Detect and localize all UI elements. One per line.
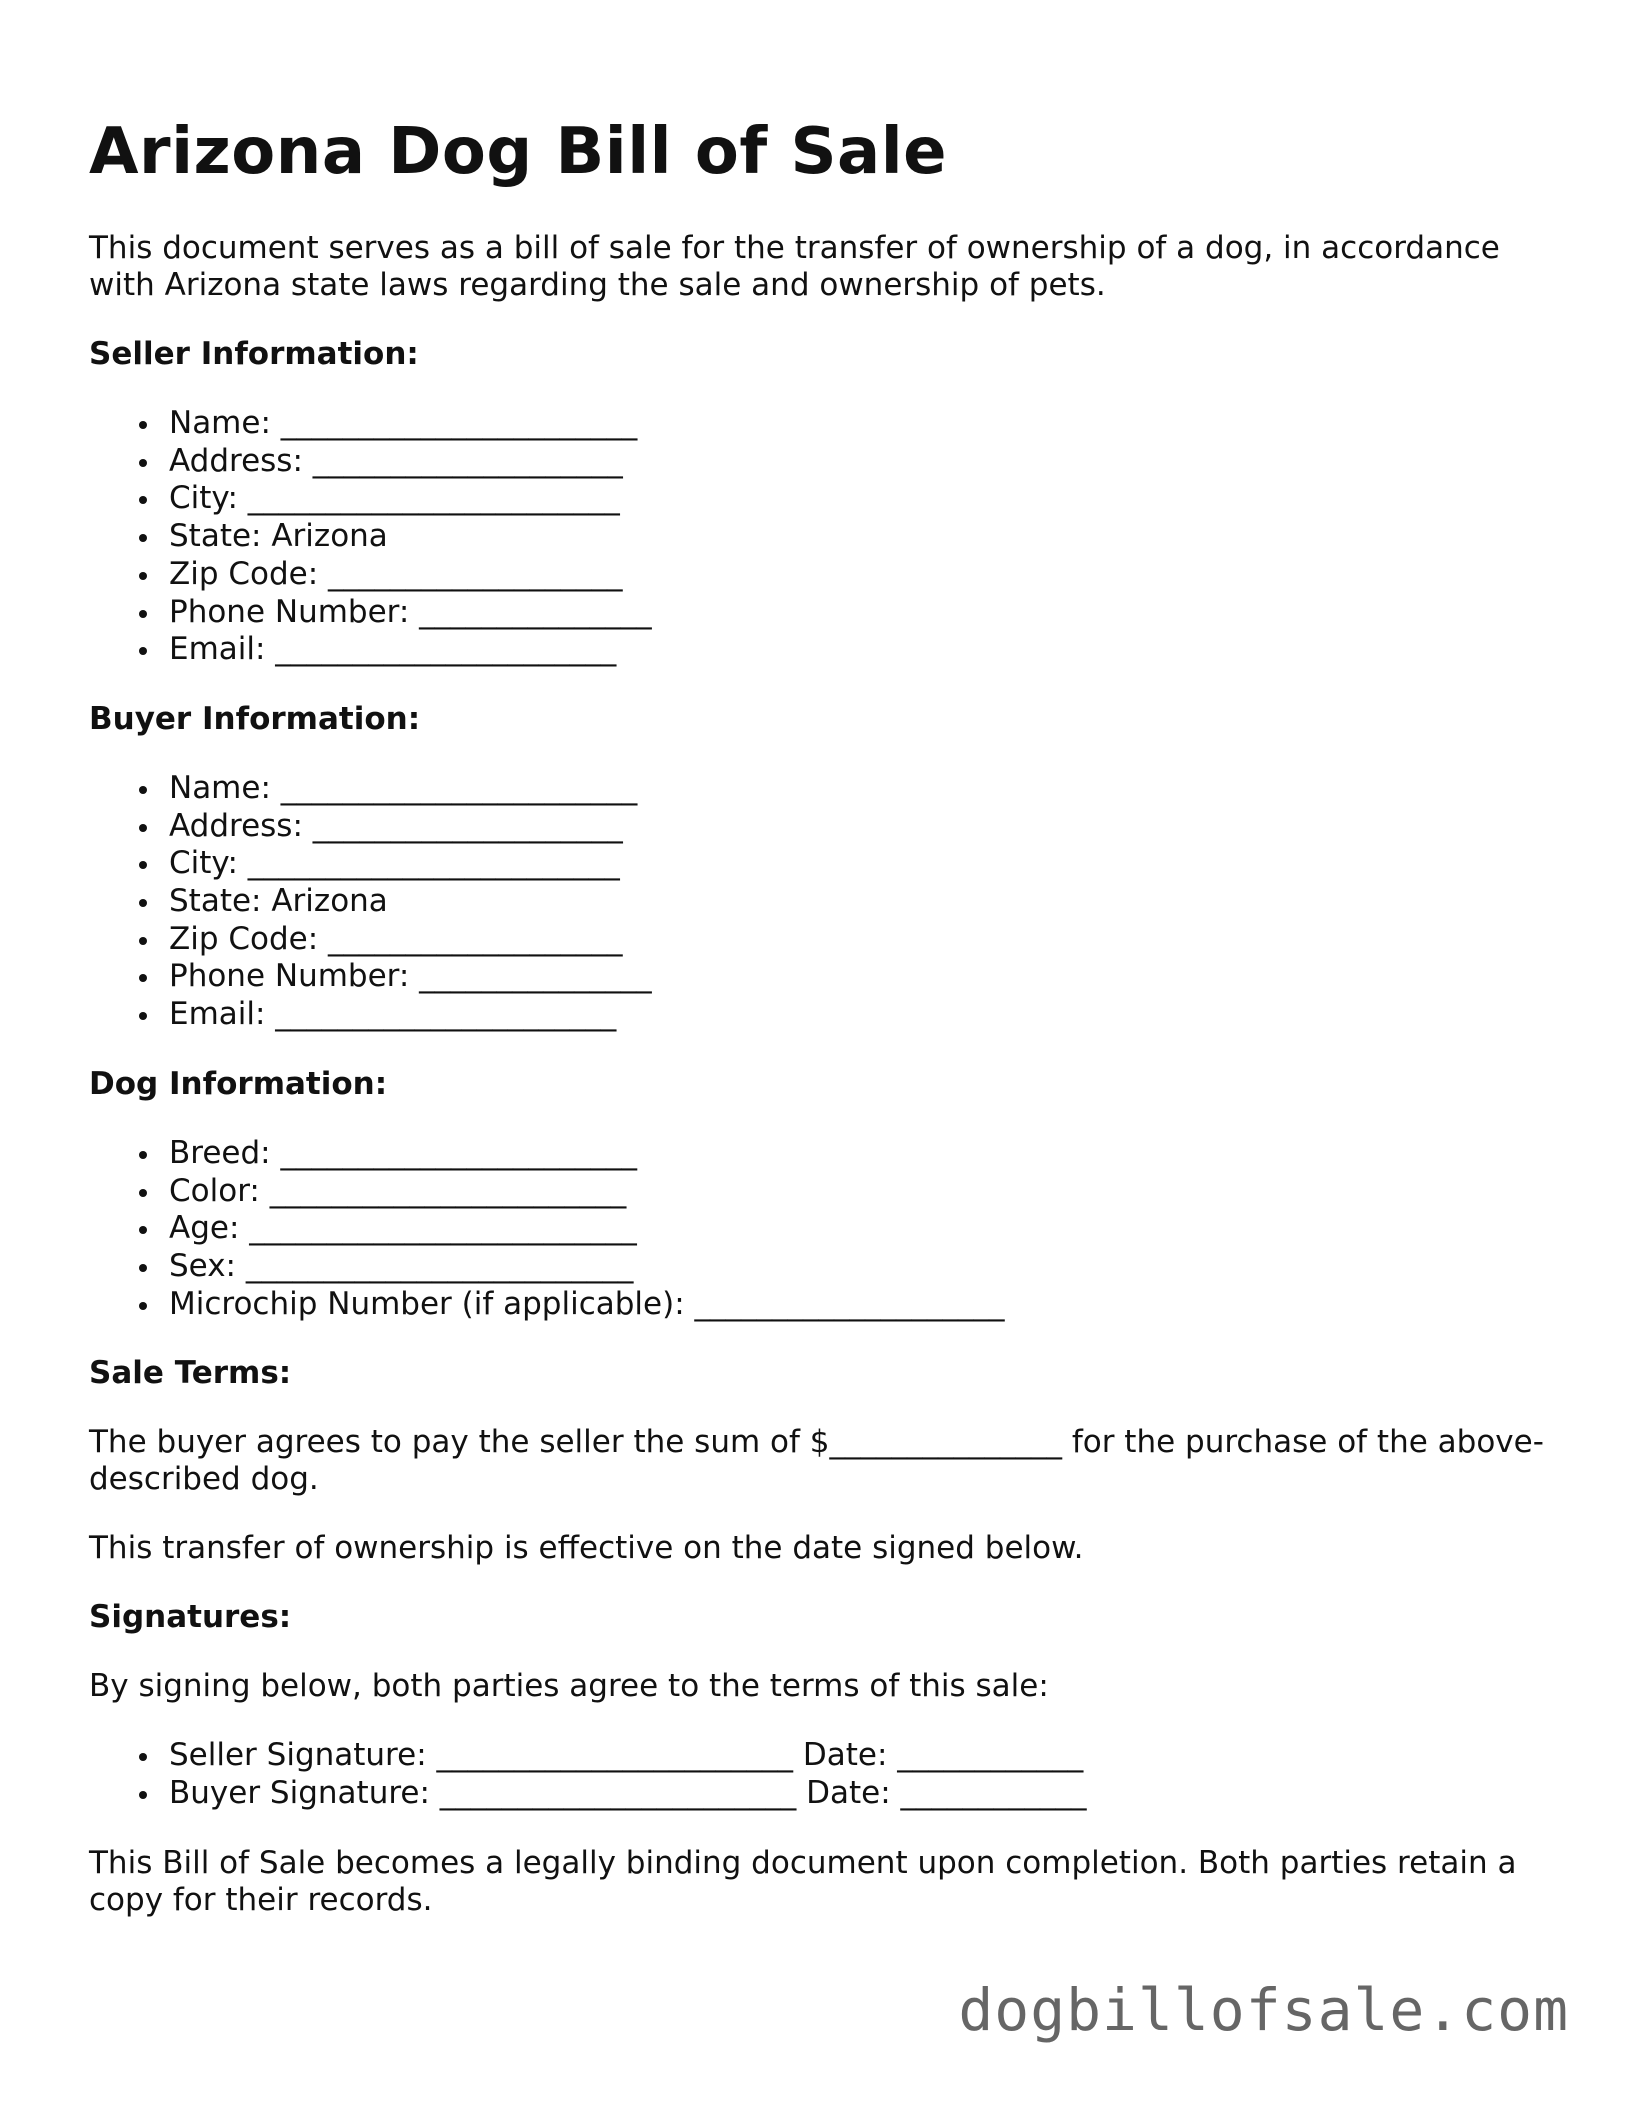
dog-sex-field: Sex: _________________________ (169, 1248, 1549, 1286)
seller-phone-field: Phone Number: _______________ (169, 594, 1549, 632)
sale-terms-heading: Sale Terms: (89, 1355, 292, 1392)
intro-paragraph: This document serves as a bill of sale for the transfer of ownership of a dog, in accordance with Arizona state laws regarding the sale and ownership of pets. (89, 230, 1500, 303)
buyer-list (89, 770, 1549, 1034)
site-watermark: dogbillofsale.com (958, 1976, 1569, 2044)
dog-breed-field: Breed: _______________________ (169, 1135, 1549, 1173)
seller-heading: Seller Information: (89, 336, 419, 372)
seller-signature-line: Seller Signature: _______________________ Date: ____________ (169, 1737, 1549, 1775)
buyer-heading: Buyer Information: (89, 700, 421, 737)
buyer-signature-line: Buyer Signature: _______________________ Date: ____________ (169, 1775, 1549, 1813)
sale-effective-paragraph: This transfer of ownership is effective on the date signed below. (89, 1530, 1084, 1567)
seller-city-field: City: ________________________ (169, 480, 1549, 518)
signatures-list (89, 1737, 1549, 1812)
seller-address-field: Address: ____________________ (169, 443, 1549, 481)
closing-paragraph: This Bill of Sale becomes a legally binding document upon completion. Both parties retain a copy for their records. (89, 1844, 1517, 1918)
dog-age-field: Age: _________________________ (169, 1210, 1549, 1248)
seller-zip-field: Zip Code: ___________________ (169, 556, 1549, 594)
dog-microchip-field: Microchip Number (if applicable): ____________________ (169, 1286, 1549, 1324)
seller-name-field: Name: _______________________ (169, 405, 1549, 443)
signatures-heading: Signatures: (89, 1599, 292, 1636)
seller-list (89, 405, 1549, 669)
buyer-state-field: State: Arizona (169, 883, 1549, 921)
buyer-zip-field: Zip Code: ___________________ (169, 921, 1549, 959)
document-page (89, 112, 1549, 1951)
buyer-email-field: Email: ______________________ (169, 996, 1549, 1034)
dog-heading: Dog Information: (89, 1065, 388, 1102)
buyer-address-field: Address: ____________________ (169, 808, 1549, 846)
buyer-phone-field: Phone Number: _______________ (169, 958, 1549, 996)
signatures-intro: By signing below, both parties agree to the terms of this sale: (89, 1668, 1049, 1705)
dog-list (89, 1135, 1549, 1324)
buyer-name-field: Name: _______________________ (169, 770, 1549, 808)
seller-email-field: Email: ______________________ (169, 631, 1549, 669)
sale-payment-paragraph: The buyer agrees to pay the seller the sum of $_______________ for the purchase of the above-described dog. (89, 1424, 1544, 1498)
buyer-city-field: City: ________________________ (169, 845, 1549, 883)
seller-state-field: State: Arizona (169, 518, 1549, 556)
document-title: Arizona Dog Bill of Sale (89, 115, 948, 189)
dog-color-field: Color: _______________________ (169, 1173, 1549, 1211)
